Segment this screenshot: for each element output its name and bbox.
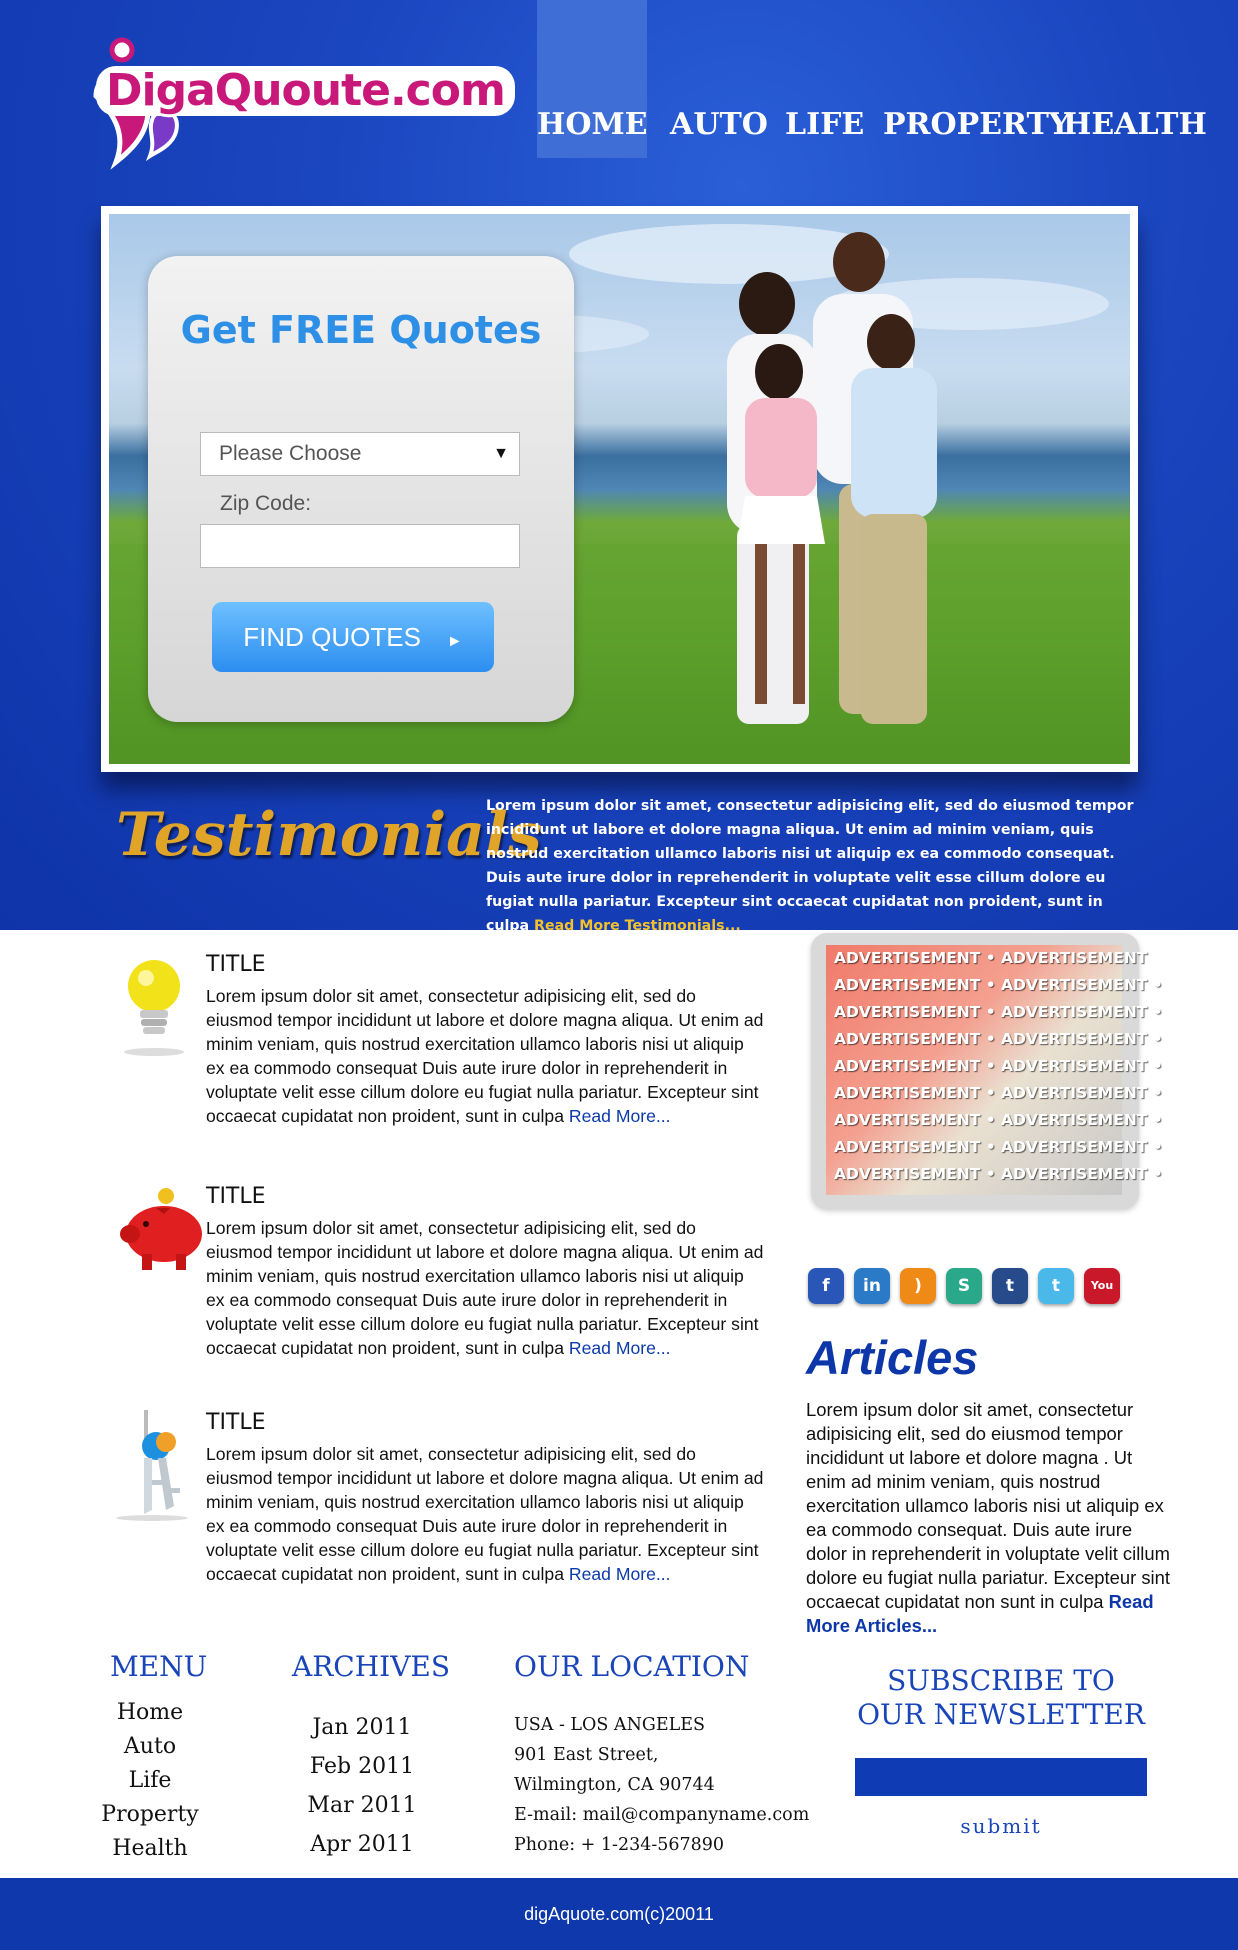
advertisement-box[interactable] — [811, 933, 1163, 1209]
facebook-icon[interactable] — [808, 1268, 844, 1304]
find-quotes-label: FIND QUOTES — [243, 622, 421, 652]
feature-item — [108, 1184, 768, 1394]
feature-item — [108, 952, 768, 1162]
read-more-testimonials-link[interactable]: Read More Testimonials... — [534, 918, 741, 934]
skype-icon[interactable] — [946, 1268, 982, 1304]
location-phone: Phone: + 1-234-567890 — [514, 1835, 725, 1855]
location-email[interactable]: E-mail: mail@companyname.com — [514, 1805, 810, 1825]
read-more-link[interactable]: Read More... — [568, 1106, 671, 1126]
feature-body — [206, 1216, 766, 1360]
feature-text: Lorem ipsum dolor sit amet, consectetur adipisicing elit, sed do eiusmod tempor incididunt ut labore et dolore magna aliqua. Ut enim ad minim veniam, quis nostrud exercitation ullamco laboris nisi ut aliquip ex ea commodo consequat Duis aute irure dolor in reprehenderit in voluptate velit esse cillum dolore eu fugiat nulla pariatur. Excepteur sint occaecat cupidatat non proident, sunt in culpa — [206, 1218, 764, 1358]
ad-text-row: ADVERTISEMENT • ADVERTISEMENT • — [834, 1030, 1163, 1048]
feature-title: TITLE — [206, 1184, 266, 1209]
keys-icon — [108, 1410, 204, 1520]
feature-title: TITLE — [206, 952, 266, 977]
nav-home[interactable]: HOME — [537, 0, 647, 158]
logo-wordmark[interactable]: DigaQuoute.com — [96, 66, 515, 116]
footer-link-property[interactable]: Property — [101, 1802, 199, 1827]
footer-link-health[interactable]: Health — [112, 1836, 188, 1861]
select-value: Please Choose — [219, 442, 362, 465]
quote-form-title: Get FREE Quotes — [180, 308, 542, 352]
advertisement-banner[interactable] — [826, 945, 1163, 1195]
ad-text-row: ADVERTISEMENT • ADVERTISEMENT • — [834, 976, 1163, 994]
feature-text: Lorem ipsum dolor sit amet, consectetur adipisicing elit, sed do eiusmod tempor incididunt ut labore et dolore magna aliqua. Ut enim ad minim veniam, quis nostrud exercitation ullamco laboris nisi ut aliquip ex ea commodo consequat Duis aute irure dolor in reprehenderit in voluptate velit esse cillum dolore eu fugiat nulla pariatur. Excepteur sint occaecat cupidatat non proident, sunt in culpa — [206, 1444, 764, 1584]
facebook-glyph: f — [822, 1276, 830, 1296]
copyright-text: digAquote.com(c)20011 — [524, 1904, 714, 1924]
feature-item — [108, 1410, 768, 1620]
feature-body — [206, 1442, 766, 1586]
tumblr-icon[interactable] — [992, 1268, 1028, 1304]
skype-glyph: S — [957, 1276, 971, 1296]
twitter-icon[interactable] — [1038, 1268, 1074, 1304]
location-line: 901 East Street, — [514, 1745, 659, 1765]
testimonials-body: Lorem ipsum dolor sit amet, consectetur adipisicing elit, sed do eiusmod tempor incididunt ut labore et dolore magna aliqua. Ut enim ad minim veniam, quis nostrud exercitation ullamco laboris nisi ut aliquip ex ea commodo consequat. Duis aute irure dolor in reprehenderit in voluptate velit esse cillum dolore eu fugiat nulla pariatur. Excepteur sint occaecat cupidatat non proident, sunt in culpa — [486, 798, 1134, 934]
read-more-link[interactable]: Read More... — [568, 1338, 671, 1358]
dropdown-arrow-icon: ▼ — [493, 445, 509, 462]
feature-body — [206, 984, 766, 1128]
archive-link[interactable]: Feb 2011 — [309, 1754, 415, 1779]
youtube-glyph: You — [1090, 1279, 1114, 1292]
newsletter-email-input[interactable] — [855, 1758, 1147, 1796]
ad-text-row: ADVERTISEMENT • ADVERTISEMENT • — [834, 1084, 1163, 1102]
quote-form — [148, 256, 574, 722]
ad-text-row: ADVERTISEMENT • ADVERTISEMENT — [834, 949, 1148, 967]
rss-glyph: ) — [914, 1276, 922, 1296]
footer-location-heading: OUR LOCATION — [514, 1650, 750, 1683]
zip-code-label: Zip Code: — [220, 492, 312, 515]
archive-link[interactable]: Jan 2011 — [312, 1715, 412, 1740]
play-arrow-icon: ► — [446, 633, 463, 650]
footer-bar — [0, 1878, 1238, 1950]
linkedin-glyph: in — [863, 1276, 881, 1296]
nav-auto[interactable]: AUTO — [670, 107, 768, 142]
feature-title: TITLE — [206, 1410, 266, 1435]
insurance-type-select[interactable] — [200, 432, 520, 476]
ad-text-row: ADVERTISEMENT • ADVERTISEMENT • — [834, 1138, 1163, 1156]
footer-link-auto[interactable]: Auto — [123, 1734, 177, 1759]
lightbulb-icon — [108, 952, 204, 1048]
articles-heading: Articles — [806, 1331, 979, 1384]
zip-code-input[interactable] — [200, 524, 520, 568]
ad-text-row: ADVERTISEMENT • ADVERTISEMENT • — [834, 1165, 1163, 1183]
linkedin-icon[interactable] — [854, 1268, 890, 1304]
rss-icon[interactable] — [900, 1268, 936, 1304]
tumblr-glyph: t — [1005, 1276, 1015, 1296]
twitter-glyph: t — [1051, 1276, 1061, 1296]
articles-text — [806, 1398, 1176, 1638]
ad-text-row: ADVERTISEMENT • ADVERTISEMENT • — [834, 1057, 1163, 1075]
nav-property[interactable]: PROPERTY — [883, 107, 1071, 142]
footer-menu-list — [96, 1696, 204, 1866]
footer-menu-heading: MENU — [110, 1650, 208, 1683]
youtube-icon[interactable] — [1084, 1268, 1120, 1304]
newsletter-submit-button[interactable]: submit — [960, 1814, 1042, 1838]
read-more-link[interactable]: Read More... — [568, 1564, 671, 1584]
find-quotes-button[interactable] — [212, 602, 494, 672]
location-line: USA - LOS ANGELES — [514, 1715, 706, 1735]
read-more-articles-link[interactable]: Read More Articles... — [806, 1591, 1154, 1636]
footer-link-home[interactable]: Home — [116, 1700, 184, 1725]
testimonials-text — [486, 794, 1136, 938]
nav-life[interactable]: LIFE — [785, 107, 865, 142]
piggy-bank-icon — [116, 1184, 212, 1280]
archive-link[interactable]: Apr 2011 — [310, 1832, 414, 1857]
testimonials-heading: Testimonials — [116, 800, 542, 870]
ad-text-row: ADVERTISEMENT • ADVERTISEMENT • — [834, 1003, 1163, 1021]
footer-archives-list — [300, 1708, 424, 1864]
ad-text-row: ADVERTISEMENT • ADVERTISEMENT • — [834, 1111, 1163, 1129]
feature-text: Lorem ipsum dolor sit amet, consectetur adipisicing elit, sed do eiusmod tempor incididunt ut labore et dolore magna aliqua. Ut enim ad minim veniam, quis nostrud exercitation ullamco laboris nisi ut aliquip ex ea commodo consequat Duis aute irure dolor in reprehenderit in voluptate velit esse cillum dolore eu fugiat nulla pariatur. Excepteur sint occaecat cupidatat non proident, sunt in culpa — [206, 986, 764, 1126]
footer-link-life[interactable]: Life — [128, 1768, 172, 1793]
archive-link[interactable]: Mar 2011 — [307, 1793, 417, 1818]
nav-health[interactable]: HEALTH — [1063, 107, 1207, 142]
articles-body: Lorem ipsum dolor sit amet, consectetur adipisicing elit, sed do eiusmod tempor incididunt ut labore et dolore magna . Ut enim ad minim veniam, quis nostrud exercitation ullamco laboris nisi ut aliquip ex ea commodo consequat. Duis aute irure dolor in reprehenderit in voluptate velit cillum dolore eu fugiat nulla pariatur. Excepteur sint occaecat cupidatat non sunt in culpa — [806, 1399, 1170, 1612]
location-line: Wilmington, CA 90744 — [514, 1775, 715, 1795]
footer-archives-heading: ARCHIVES — [292, 1650, 451, 1683]
newsletter-heading: SUBSCRIBE TO OUR NEWSLETTER — [857, 1664, 1145, 1731]
footer-location-details — [514, 1710, 809, 1860]
